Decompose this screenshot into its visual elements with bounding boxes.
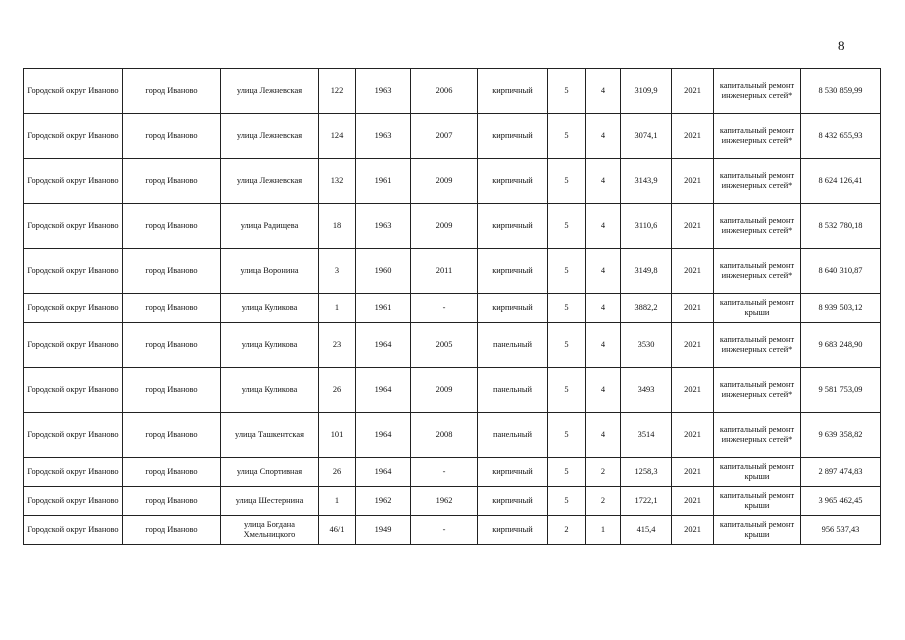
street-cell: улица Шестернина [221, 487, 319, 516]
house-number-cell: 26 [319, 368, 356, 413]
work-type-cell: капитальный ремонт инженерных сетей* [714, 249, 801, 294]
cost-cell: 956 537,43 [801, 516, 881, 545]
built-year-cell: 1962 [356, 487, 411, 516]
wall-material-cell: панельный [478, 323, 548, 368]
wall-material-cell: кирпичный [478, 114, 548, 159]
district-cell: Городской округ Иваново [24, 458, 123, 487]
wall-material-cell: кирпичный [478, 487, 548, 516]
floors-cell: 5 [548, 413, 586, 458]
district-cell: Городской округ Иваново [24, 413, 123, 458]
wall-material-cell: кирпичный [478, 159, 548, 204]
city-cell: город Иваново [123, 458, 221, 487]
floors-cell: 5 [548, 487, 586, 516]
house-number-cell: 1 [319, 294, 356, 323]
house-number-cell: 18 [319, 204, 356, 249]
last-repair-year-cell: - [411, 458, 478, 487]
area-cell: 1258,3 [621, 458, 672, 487]
work-type-cell: капитальный ремонт инженерных сетей* [714, 204, 801, 249]
area-cell: 1722,1 [621, 487, 672, 516]
work-type-cell: капитальный ремонт инженерных сетей* [714, 69, 801, 114]
built-year-cell: 1963 [356, 204, 411, 249]
cost-cell: 8 640 310,87 [801, 249, 881, 294]
table-row [24, 516, 881, 545]
cost-cell: 9 581 753,09 [801, 368, 881, 413]
house-number-cell: 122 [319, 69, 356, 114]
table-row [24, 69, 881, 114]
area-cell: 3143,9 [621, 159, 672, 204]
district-cell: Городской округ Иваново [24, 114, 123, 159]
street-cell: улица Куликова [221, 323, 319, 368]
plan-year-cell: 2021 [672, 516, 714, 545]
city-cell: город Иваново [123, 294, 221, 323]
wall-material-cell: кирпичный [478, 249, 548, 294]
street-cell: улица Куликова [221, 368, 319, 413]
entrances-cell: 4 [586, 159, 621, 204]
cost-cell: 9 639 358,82 [801, 413, 881, 458]
wall-material-cell: кирпичный [478, 69, 548, 114]
area-cell: 3882,2 [621, 294, 672, 323]
house-number-cell: 1 [319, 487, 356, 516]
street-cell: улица Ташкентская [221, 413, 319, 458]
cost-cell: 8 939 503,12 [801, 294, 881, 323]
area-cell: 3109,9 [621, 69, 672, 114]
floors-cell: 5 [548, 294, 586, 323]
area-cell: 3530 [621, 323, 672, 368]
district-cell: Городской округ Иваново [24, 487, 123, 516]
last-repair-year-cell: 2009 [411, 368, 478, 413]
entrances-cell: 4 [586, 294, 621, 323]
area-cell: 3110,6 [621, 204, 672, 249]
street-cell: улица Лежневская [221, 114, 319, 159]
area-cell: 3493 [621, 368, 672, 413]
built-year-cell: 1964 [356, 458, 411, 487]
entrances-cell: 4 [586, 413, 621, 458]
last-repair-year-cell: - [411, 294, 478, 323]
table-row [24, 204, 881, 249]
last-repair-year-cell: 2005 [411, 323, 478, 368]
built-year-cell: 1964 [356, 368, 411, 413]
built-year-cell: 1964 [356, 413, 411, 458]
plan-year-cell: 2021 [672, 487, 714, 516]
plan-year-cell: 2021 [672, 323, 714, 368]
built-year-cell: 1961 [356, 294, 411, 323]
area-cell: 3514 [621, 413, 672, 458]
city-cell: город Иваново [123, 114, 221, 159]
plan-year-cell: 2021 [672, 114, 714, 159]
cost-cell: 8 624 126,41 [801, 159, 881, 204]
table-row [24, 413, 881, 458]
city-cell: город Иваново [123, 249, 221, 294]
work-type-cell: капитальный ремонт инженерных сетей* [714, 323, 801, 368]
table-row [24, 323, 881, 368]
built-year-cell: 1960 [356, 249, 411, 294]
floors-cell: 5 [548, 159, 586, 204]
entrances-cell: 4 [586, 69, 621, 114]
built-year-cell: 1949 [356, 516, 411, 545]
street-cell: улица Спортивная [221, 458, 319, 487]
street-cell: улица Радищева [221, 204, 319, 249]
entrances-cell: 4 [586, 249, 621, 294]
housing-repair-table [23, 68, 881, 545]
city-cell: город Иваново [123, 516, 221, 545]
area-cell: 415,4 [621, 516, 672, 545]
cost-cell: 8 532 780,18 [801, 204, 881, 249]
floors-cell: 5 [548, 114, 586, 159]
city-cell: город Иваново [123, 159, 221, 204]
table-row [24, 487, 881, 516]
street-cell: улица Лежневская [221, 159, 319, 204]
house-number-cell: 46/1 [319, 516, 356, 545]
last-repair-year-cell: 1962 [411, 487, 478, 516]
built-year-cell: 1963 [356, 114, 411, 159]
plan-year-cell: 2021 [672, 458, 714, 487]
wall-material-cell: кирпичный [478, 204, 548, 249]
street-cell: улица Богдана Хмельницкого [221, 516, 319, 545]
last-repair-year-cell: 2009 [411, 159, 478, 204]
street-cell: улица Лежневская [221, 69, 319, 114]
cost-cell: 9 683 248,90 [801, 323, 881, 368]
cost-cell: 2 897 474,83 [801, 458, 881, 487]
entrances-cell: 4 [586, 204, 621, 249]
last-repair-year-cell: 2009 [411, 204, 478, 249]
district-cell: Городской округ Иваново [24, 323, 123, 368]
house-number-cell: 132 [319, 159, 356, 204]
work-type-cell: капитальный ремонт крыши [714, 516, 801, 545]
plan-year-cell: 2021 [672, 368, 714, 413]
work-type-cell: капитальный ремонт инженерных сетей* [714, 114, 801, 159]
house-number-cell: 124 [319, 114, 356, 159]
house-number-cell: 3 [319, 249, 356, 294]
city-cell: город Иваново [123, 204, 221, 249]
plan-year-cell: 2021 [672, 204, 714, 249]
district-cell: Городской округ Иваново [24, 368, 123, 413]
house-number-cell: 23 [319, 323, 356, 368]
work-type-cell: капитальный ремонт инженерных сетей* [714, 368, 801, 413]
city-cell: город Иваново [123, 368, 221, 413]
plan-year-cell: 2021 [672, 249, 714, 294]
floors-cell: 5 [548, 458, 586, 487]
floors-cell: 5 [548, 204, 586, 249]
floors-cell: 5 [548, 368, 586, 413]
floors-cell: 5 [548, 69, 586, 114]
district-cell: Городской округ Иваново [24, 204, 123, 249]
table-row [24, 159, 881, 204]
city-cell: город Иваново [123, 69, 221, 114]
house-number-cell: 101 [319, 413, 356, 458]
plan-year-cell: 2021 [672, 413, 714, 458]
built-year-cell: 1961 [356, 159, 411, 204]
cost-cell: 8 530 859,99 [801, 69, 881, 114]
city-cell: город Иваново [123, 487, 221, 516]
table-row [24, 458, 881, 487]
entrances-cell: 4 [586, 323, 621, 368]
plan-year-cell: 2021 [672, 159, 714, 204]
page-number: 8 [838, 38, 845, 53]
work-type-cell: капитальный ремонт крыши [714, 294, 801, 323]
table-body [24, 69, 881, 545]
entrances-cell: 2 [586, 458, 621, 487]
city-cell: город Иваново [123, 323, 221, 368]
last-repair-year-cell: 2008 [411, 413, 478, 458]
city-cell: город Иваново [123, 413, 221, 458]
work-type-cell: капитальный ремонт крыши [714, 487, 801, 516]
district-cell: Городской округ Иваново [24, 69, 123, 114]
work-type-cell: капитальный ремонт крыши [714, 458, 801, 487]
built-year-cell: 1963 [356, 69, 411, 114]
wall-material-cell: кирпичный [478, 516, 548, 545]
last-repair-year-cell: 2006 [411, 69, 478, 114]
table-row [24, 114, 881, 159]
district-cell: Городской округ Иваново [24, 294, 123, 323]
wall-material-cell: панельный [478, 413, 548, 458]
work-type-cell: капитальный ремонт инженерных сетей* [714, 159, 801, 204]
plan-year-cell: 2021 [672, 69, 714, 114]
table-row [24, 249, 881, 294]
floors-cell: 5 [548, 323, 586, 368]
wall-material-cell: кирпичный [478, 458, 548, 487]
area-cell: 3074,1 [621, 114, 672, 159]
plan-year-cell: 2021 [672, 294, 714, 323]
district-cell: Городской округ Иваново [24, 249, 123, 294]
street-cell: улица Воронина [221, 249, 319, 294]
last-repair-year-cell: 2011 [411, 249, 478, 294]
entrances-cell: 2 [586, 487, 621, 516]
table-row [24, 294, 881, 323]
table-row [24, 368, 881, 413]
entrances-cell: 4 [586, 114, 621, 159]
entrances-cell: 1 [586, 516, 621, 545]
entrances-cell: 4 [586, 368, 621, 413]
cost-cell: 3 965 462,45 [801, 487, 881, 516]
built-year-cell: 1964 [356, 323, 411, 368]
district-cell: Городской округ Иваново [24, 516, 123, 545]
last-repair-year-cell: 2007 [411, 114, 478, 159]
work-type-cell: капитальный ремонт инженерных сетей* [714, 413, 801, 458]
floors-cell: 2 [548, 516, 586, 545]
area-cell: 3149,8 [621, 249, 672, 294]
district-cell: Городской округ Иваново [24, 159, 123, 204]
wall-material-cell: кирпичный [478, 294, 548, 323]
house-number-cell: 26 [319, 458, 356, 487]
wall-material-cell: панельный [478, 368, 548, 413]
street-cell: улица Куликова [221, 294, 319, 323]
last-repair-year-cell: - [411, 516, 478, 545]
cost-cell: 8 432 655,93 [801, 114, 881, 159]
floors-cell: 5 [548, 249, 586, 294]
